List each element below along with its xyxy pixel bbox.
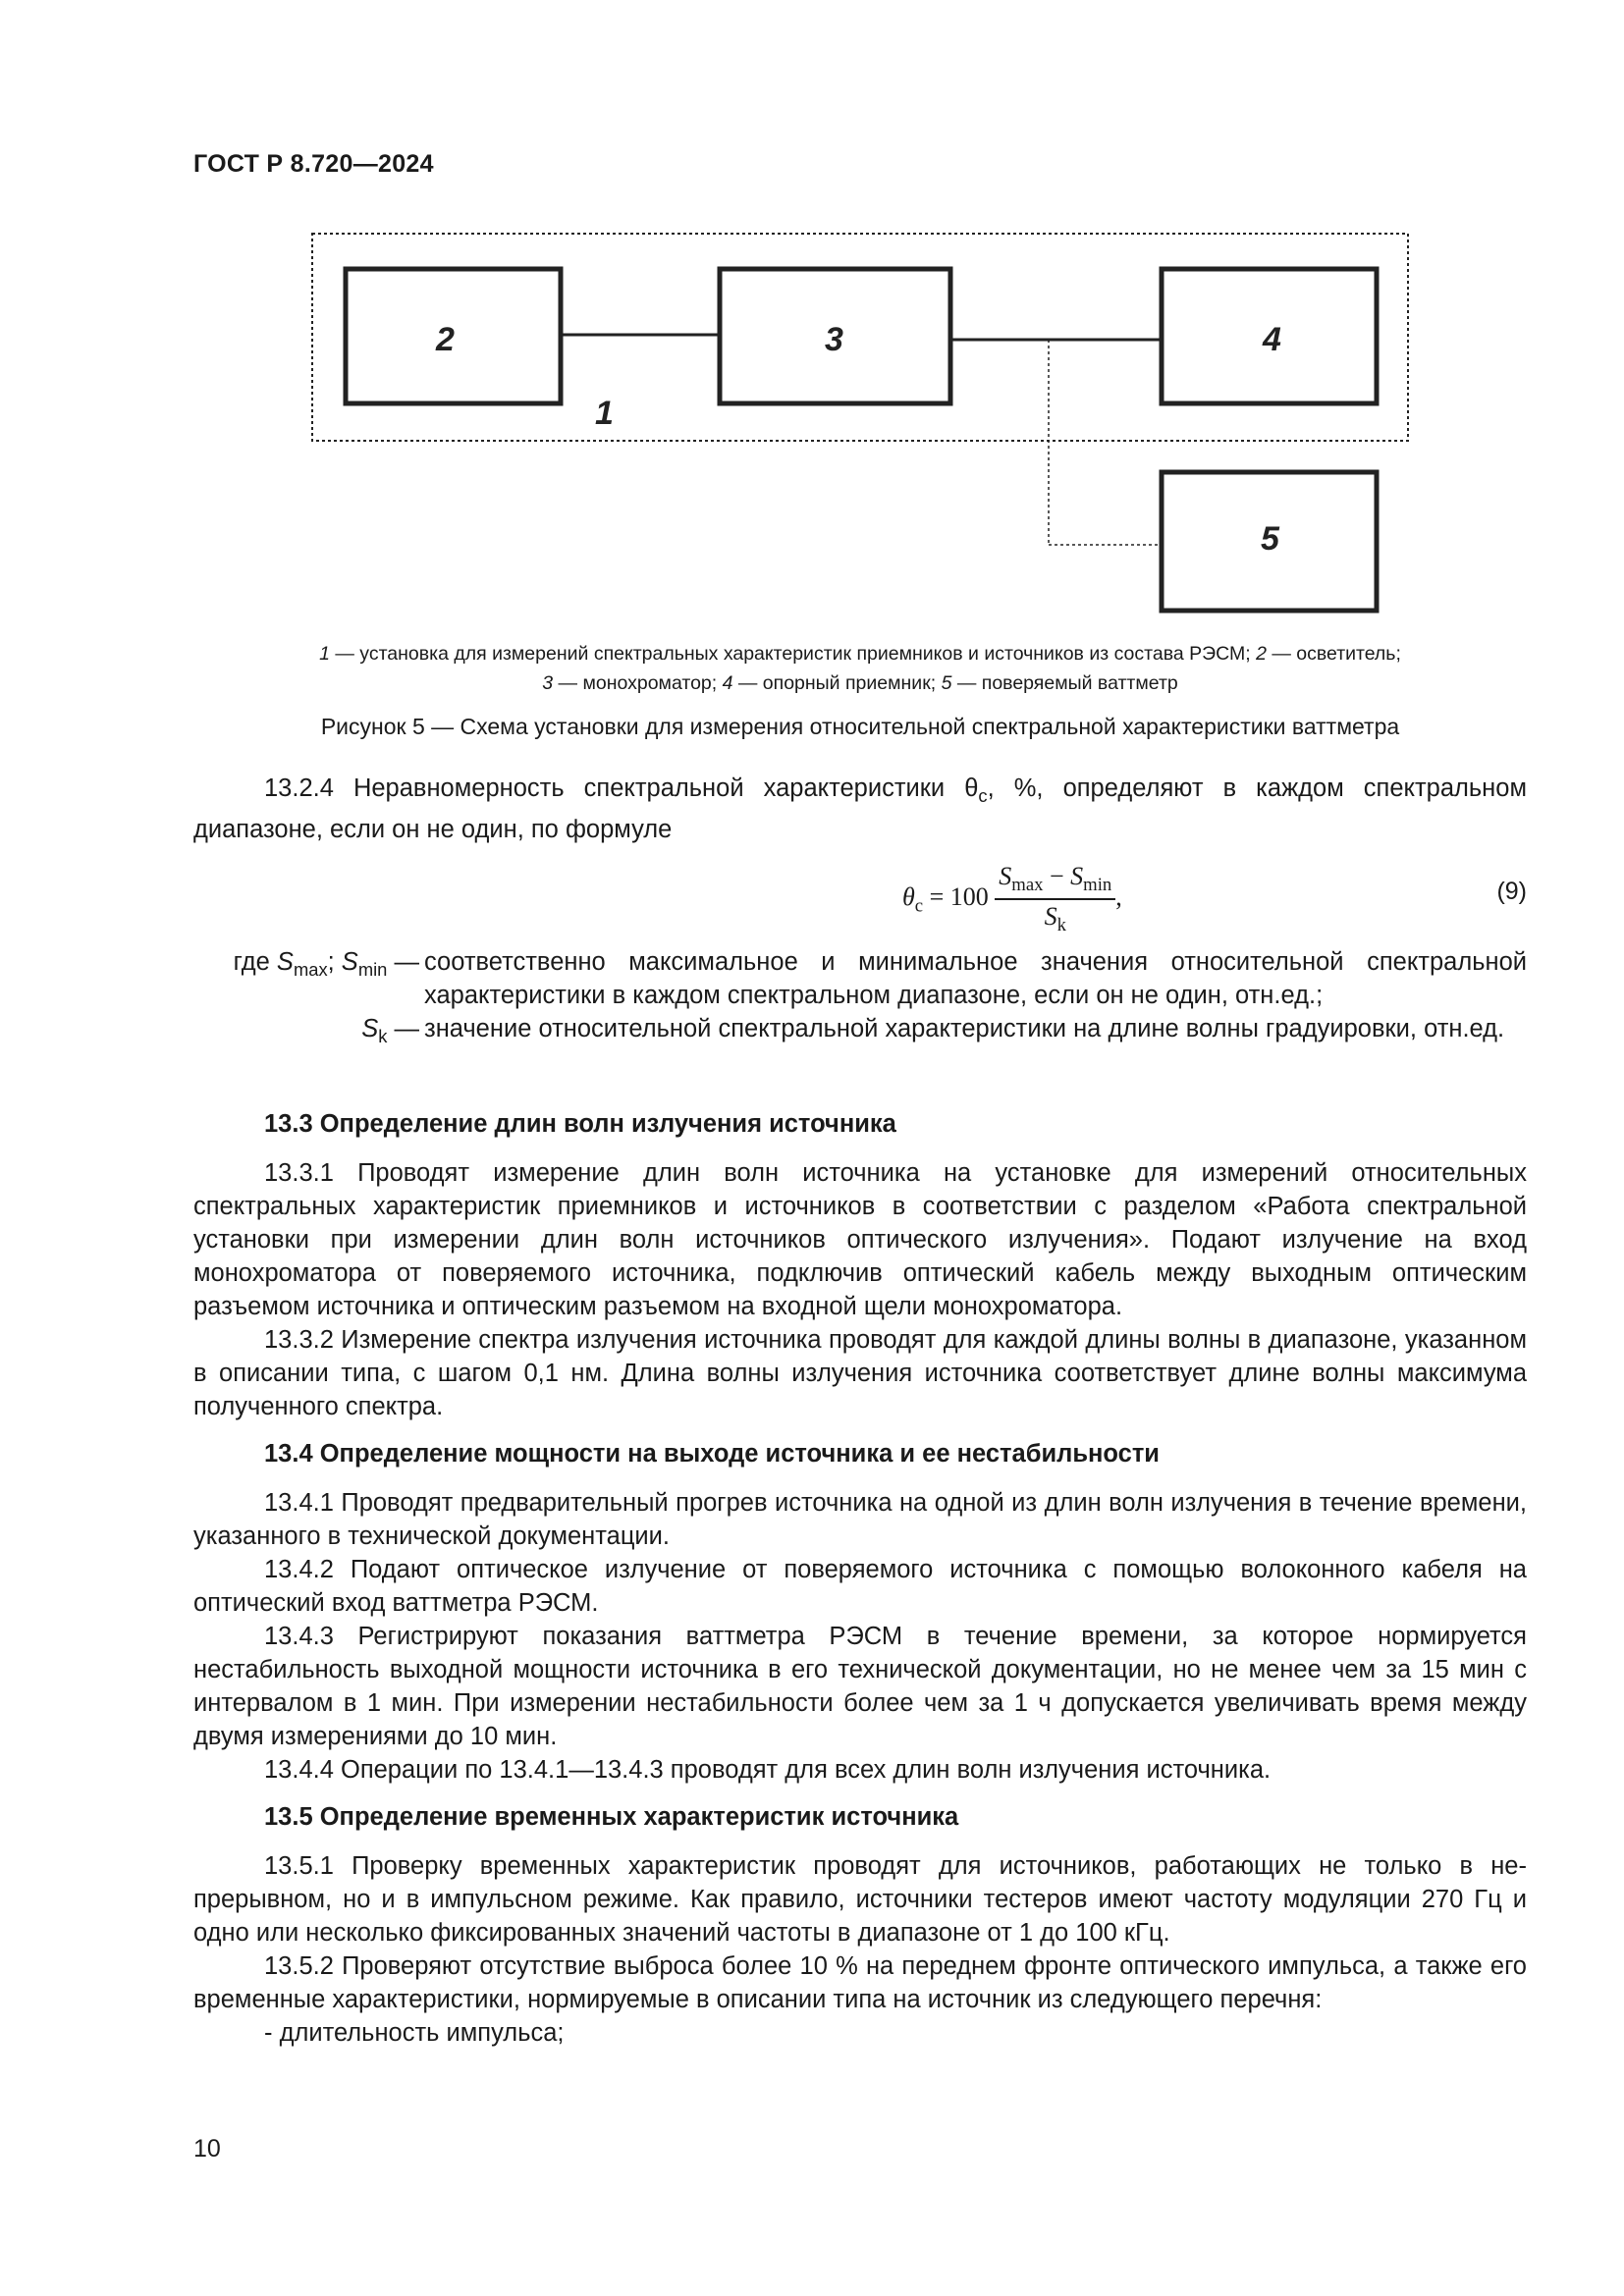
paragraph: 13.5.2 Проверяют отсутствие выброса более 10 % на переднем фронте оптического импульса, а также его временные характеристики, нормируемые в описании типа на источник из следующего перечня: bbox=[193, 1952, 1527, 2013]
section-13-4 bbox=[193, 1437, 1527, 1787]
paragraph: 13.4.3 Регистрируют показания ваттметра РЭСМ в течение времени, за которое нормируется нестабильность выходной мощности источника в его технической документации, но не менее чем за 15 мин с интервалом в 1 мин. При измерении нестабильности более чем за 1 ч допускается увеличивать время между двумя измерениями до 10 мин. bbox=[193, 1623, 1527, 1750]
equation-number: (9) bbox=[1496, 878, 1527, 905]
block-label-3: 3 bbox=[825, 321, 843, 358]
formula-legend bbox=[193, 945, 1527, 1045]
paragraph: 13.4.1 Проводят предварительный прогрев источника на одной из длин волн излучения в течение времени, указанного в технической документации. bbox=[193, 1489, 1527, 1550]
paragraph: 13.4.4 Операции по 13.4.1—13.4.3 проводят для всех длин волн излучения источника. bbox=[264, 1756, 1272, 1784]
paragraph: 13.3.2 Измерение спектра излучения источника проводят для каждой длины волны в диапазоне, указанном в описании типа, с шагом 0,1 нм. Длина волны излучения источника соответствует длине волны максимума полученного спектра. bbox=[193, 1326, 1527, 1420]
block-label-4: 4 bbox=[1263, 321, 1281, 358]
where-row: где $S_{max}$; $S_{min}$ — соответственно максимальное и минимальное значения относительной спектральной характеристики в каждом спектральном диапазоне, если он не один, отн.ед.; bbox=[233, 948, 1527, 1009]
where-row: $S_k$ — значение относительной спектральной характеристики на длине волны градуировки, отн.ед. bbox=[361, 1015, 1505, 1047]
paragraph-13-2-4: 13.2.4 Неравномерность спектральной характеристики $\theta_c$, %, определяют в каждом спектральном диапазоне, если он не один, по формуле bbox=[193, 774, 1527, 844]
document-header: ГОСТ Р 8.720—2024 bbox=[193, 150, 434, 178]
section-heading: 13.5 Определение временных характеристик источника bbox=[264, 1803, 959, 1831]
list-item: - длительность импульса; bbox=[264, 2019, 565, 2047]
setup-diagram bbox=[0, 0, 1624, 667]
paragraph: 13.5.1 Проверку временных характеристик проводят для источников, работающих не только в непрерывном, но и в импульсном режиме. Как правило, источники тестеров имеют частоту модуляции 270 Гц и одно или несколько фиксированных значений частоты в диапазоне от 1 до 100 кГц. bbox=[193, 1852, 1527, 1947]
legend-line-1: 1 — установка для измерений спектральных характеристик приемников и источников из состава РЭСМ; 2 — осветитель; bbox=[319, 643, 1401, 665]
section-13-5 bbox=[193, 1800, 1527, 2050]
section-heading: 13.3 Определение длин волн излучения источника bbox=[264, 1110, 896, 1138]
figure-legend bbox=[193, 639, 1527, 698]
block-label-5: 5 bbox=[1261, 520, 1279, 558]
paragraph: 13.3.1 Проводят измерение длин волн источника на установке для измерений относительных спектральных характеристик приемников и источников в соответствии с разделом «Работа спектральной установки при измерении длин волн источников оптического излучения». Подают излучение на вход монохроматора от поверяемого источника, подключив оптический кабель между выходным оптическим разъемом источника и оптическим разъемом на входной щели монохроматора. bbox=[193, 1159, 1527, 1320]
page-number: 10 bbox=[193, 2135, 221, 2163]
paragraph: 13.4.2 Подают оптическое излучение от поверяемого источника с помощью волоконного кабеля на оптический вход ваттметра РЭСМ. bbox=[193, 1556, 1527, 1617]
group-label-1: 1 bbox=[595, 395, 614, 432]
legend-line-2: 3 — монохроматор; 4 — опорный приемник; 5 — поверяемый ваттметр bbox=[542, 672, 1178, 694]
section-heading: 13.4 Определение мощности на выходе источника и ее нестабильности bbox=[264, 1440, 1160, 1468]
formula-9: $\theta_c = 100$ $\frac{S_{max} - S_{min}}{S_k}$ , (9) bbox=[902, 862, 1527, 936]
block-label-2: 2 bbox=[436, 321, 455, 358]
figure-title: Рисунок 5 — Схема установки для измерения относительной спектральной характеристики ваттметра bbox=[320, 714, 1400, 739]
section-13-3 bbox=[193, 1107, 1527, 1423]
